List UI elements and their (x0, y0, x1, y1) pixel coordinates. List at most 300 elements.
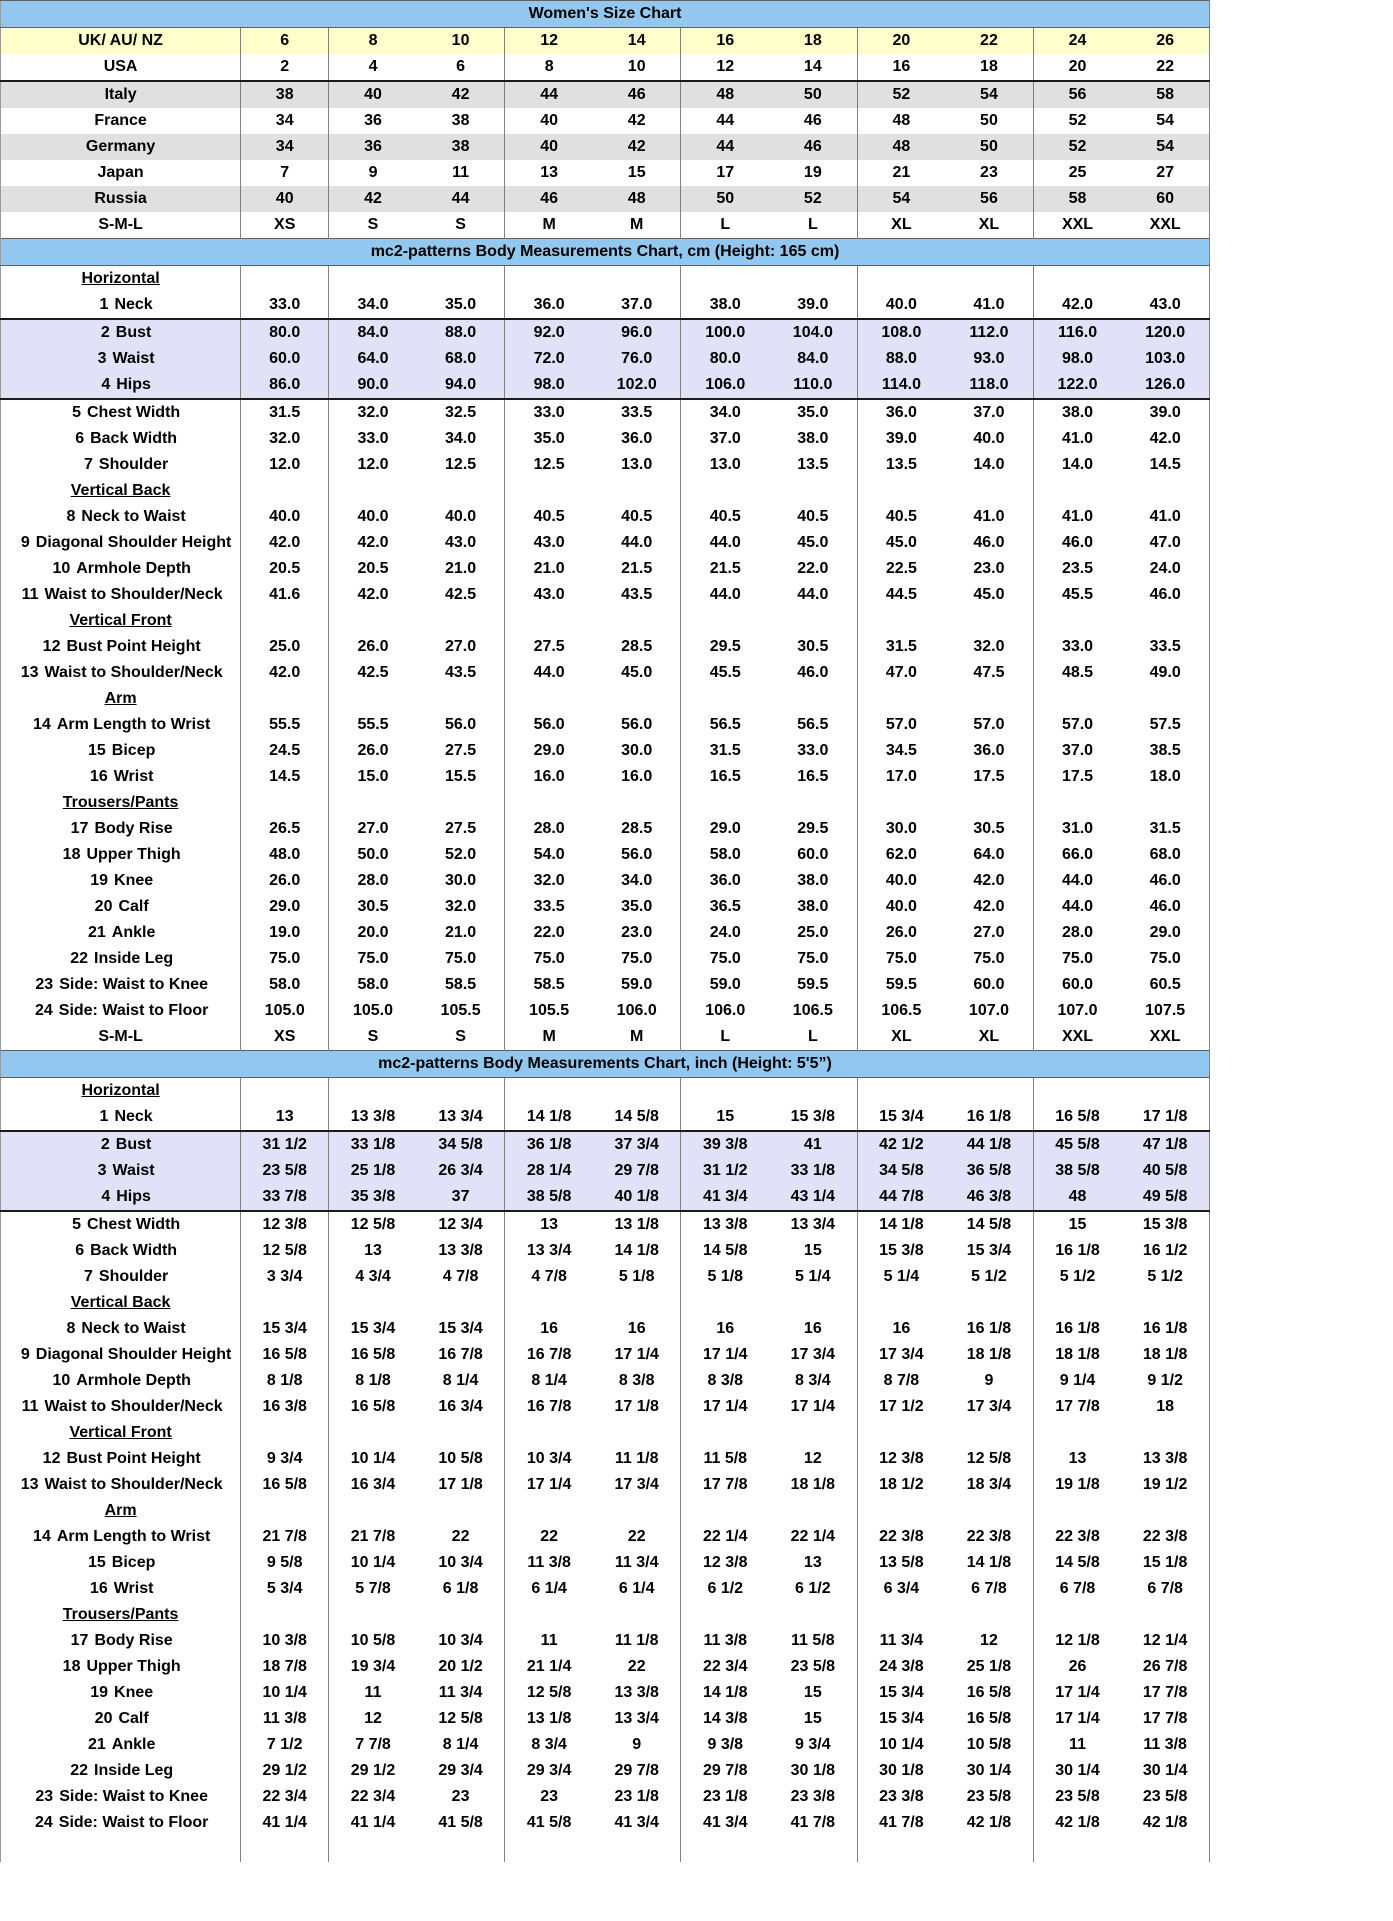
sml-value-cell: S (329, 1024, 417, 1051)
measurement-value-cell: 58.5 (505, 972, 593, 998)
measurement-value-cell: 3 3/4 (241, 1264, 329, 1290)
row-label: Neck to Waist (81, 508, 186, 525)
measurement-value-cell: 102.0 (593, 372, 681, 399)
section-heading-label (1, 266, 241, 293)
row-label: Knee (114, 872, 154, 889)
measurement-label-cell (1, 582, 241, 608)
measurement-value-cell: 13 (803, 1554, 822, 1571)
row-label: Upper Thigh (86, 1658, 181, 1675)
measurement-label-cell (1, 346, 241, 372)
empty-cell (857, 1420, 945, 1446)
section-heading-row (1, 1290, 1210, 1316)
row-number: 6 (75, 1242, 85, 1259)
measurement-value-cell: 13 (505, 1211, 593, 1238)
measurement-value-cell: 64.0 (973, 846, 1005, 863)
measurement-value-cell: 105.0 (241, 998, 329, 1024)
measurement-value-cell: 27.5 (445, 742, 477, 759)
row-number: 5 (72, 404, 81, 421)
measurement-value-cell: 17 3/4 (790, 1346, 836, 1363)
section-heading-text: Vertical Front (69, 612, 172, 629)
measurement-value-cell: 43.0 (505, 530, 593, 556)
measurement-value-cell: 34.0 (445, 430, 477, 447)
empty-cell (857, 1290, 945, 1316)
empty-cell (241, 1602, 329, 1628)
measurement-value-cell: 31.5 (681, 738, 769, 764)
row-number: 11 (21, 1398, 39, 1415)
empty-cell (417, 478, 505, 504)
measurement-value-cell: 43.0 (505, 582, 593, 608)
measurement-value-cell: 20.0 (329, 920, 417, 946)
measurement-value-cell: 12 3/8 (857, 1446, 945, 1472)
measurement-value-cell: 15 (803, 1710, 822, 1727)
measurement-value-cell: 22 3/4 (329, 1784, 417, 1810)
size-value-cell: 8 (505, 54, 593, 81)
measurement-value-cell: 16 1/8 (1121, 1316, 1209, 1342)
measurement-value-cell: 14 1/8 (614, 1242, 659, 1259)
section-heading-text: Vertical Back (70, 482, 171, 499)
section-heading-row (1, 686, 1210, 712)
measurement-value-cell: 112.0 (945, 319, 1033, 346)
measurement-value-cell: 44 7/8 (857, 1184, 945, 1211)
measurement-value-cell: 8 1/4 (442, 1736, 479, 1753)
size-value-cell: 54 (857, 186, 945, 212)
measurement-value-cell: 29.0 (681, 816, 769, 842)
measurement-value-cell: 23 5/8 (241, 1158, 329, 1184)
measurement-label-cell (1, 1368, 241, 1394)
empty-cell (681, 1420, 769, 1446)
empty-cell (857, 1836, 945, 1862)
measurement-value-cell: 30 1/8 (790, 1762, 836, 1779)
empty-cell (1033, 1836, 1121, 1862)
measurement-value-cell: 40.0 (241, 504, 329, 530)
measurement-value-cell: 75.0 (241, 946, 329, 972)
measurement-value-cell: 16 5/8 (329, 1342, 417, 1368)
size-value-cell: 42 (329, 186, 417, 212)
sml-value-cell: L (807, 1028, 818, 1045)
measurement-value-cell: 45.0 (797, 534, 829, 551)
measurement-value-cell: 105.0 (329, 998, 417, 1024)
measurement-value-cell: 31.5 (1121, 816, 1209, 842)
size-value-cell: 2 (241, 54, 329, 81)
row-number: 1 (99, 296, 109, 313)
row-number: 19 (90, 1684, 109, 1701)
measurement-value-cell: 22.0 (505, 920, 593, 946)
empty-cell (1121, 1290, 1209, 1316)
measurement-value-cell: 37.0 (1033, 738, 1121, 764)
empty-cell (241, 1836, 329, 1862)
row-label: Chest Width (86, 1216, 181, 1233)
measurement-value-cell: 17 3/4 (614, 1476, 659, 1493)
measurement-label-cell (1, 1680, 241, 1706)
measurement-label-cell (1, 1316, 241, 1342)
measurement-value-cell: 13 3/8 (438, 1242, 483, 1259)
size-value-cell: 38 (241, 81, 329, 108)
measurement-value-cell: 12 1/4 (1121, 1628, 1209, 1654)
size-value-cell: 44 (417, 186, 505, 212)
measurement-value-cell: 12 1/8 (1033, 1628, 1121, 1654)
measurement-value-cell: 40.5 (505, 504, 593, 530)
empty-cell (1033, 1078, 1121, 1105)
size-value-cell: S (455, 216, 466, 233)
measurement-value-cell: 36.0 (973, 742, 1005, 759)
region-label-cell: S-M-L (1, 212, 241, 239)
size-value-cell: 52 (1033, 134, 1121, 160)
empty-cell (1121, 1078, 1209, 1105)
measurement-value-cell: 29.5 (681, 634, 769, 660)
measurement-value-cell: 12 3/4 (438, 1216, 483, 1233)
measurement-value-cell: 16.5 (681, 764, 769, 790)
measurement-value-cell: 28.0 (1033, 920, 1121, 946)
measurement-value-cell: 47.5 (973, 664, 1005, 681)
measurement-value-cell: 14 5/8 (1033, 1550, 1121, 1576)
measurement-label-cell (1, 738, 241, 764)
measurement-value-cell: 29 3/4 (438, 1762, 483, 1779)
measurement-row (1, 1316, 1210, 1342)
measurement-value-cell: 29 3/4 (505, 1758, 593, 1784)
measurement-value-cell: 32.0 (445, 898, 477, 915)
section-heading-label (1, 1602, 241, 1628)
measurement-value-cell: 24 3/8 (857, 1654, 945, 1680)
empty-cell (945, 1290, 1033, 1316)
measurement-value-cell: 12.0 (329, 452, 417, 478)
size-conversion-row (1, 186, 1210, 212)
size-value-cell: XL (857, 212, 945, 239)
measurement-value-cell: 23.0 (973, 560, 1005, 577)
measurement-value-cell: 33.0 (797, 742, 829, 759)
size-value-cell: 46 (505, 186, 593, 212)
measurement-value-cell: 30.0 (445, 872, 477, 889)
row-number: 24 (34, 1814, 53, 1831)
measurement-value-cell: 17 1/4 (681, 1394, 769, 1420)
size-value-cell: 36 (329, 134, 417, 160)
measurement-value-cell: 30.5 (329, 894, 417, 920)
measurement-value-cell: 80.0 (681, 346, 769, 372)
measurement-value-cell: 42.0 (241, 530, 329, 556)
row-number: 3 (97, 350, 107, 367)
measurement-value-cell: 8 3/4 (505, 1732, 593, 1758)
measurement-value-cell: 37.0 (621, 296, 653, 313)
measurement-value-cell: 106.5 (792, 1002, 833, 1019)
measurement-value-cell: 40.0 (857, 894, 945, 920)
empty-cell (417, 1420, 505, 1446)
measurement-value-cell: 11 3/4 (614, 1554, 659, 1571)
measurement-value-cell: 43.5 (621, 586, 653, 603)
measurement-value-cell: 18 7/8 (241, 1654, 329, 1680)
measurement-value-cell: 16 3/4 (438, 1398, 483, 1415)
row-number: 14 (33, 716, 51, 733)
measurement-value-cell: 40.0 (445, 508, 477, 525)
measurement-value-cell: 5 7/8 (329, 1576, 417, 1602)
measurement-value-cell: 31 1/2 (241, 1131, 329, 1158)
section-heading-label (1, 1498, 241, 1524)
section-heading-label (1, 478, 241, 504)
empty-cell (241, 1078, 329, 1105)
measurement-value-cell: 52.0 (445, 846, 477, 863)
measurement-value-cell: 16 (681, 1316, 769, 1342)
measurement-value-cell: 98.0 (1033, 346, 1121, 372)
measurement-value-cell: 44.0 (797, 586, 829, 603)
measurement-value-cell: 17 1/8 (1121, 1104, 1209, 1131)
measurement-value-cell: 55.5 (241, 712, 329, 738)
section-heading-label (1, 790, 241, 816)
empty-cell (593, 790, 681, 816)
empty-cell (857, 1498, 945, 1524)
empty-cell (417, 608, 505, 634)
measurement-value-cell: 47 1/8 (1121, 1131, 1209, 1158)
size-value-cell: 50 (769, 81, 857, 108)
row-label: Armhole Depth (76, 1372, 191, 1389)
measurement-value-cell: 40.5 (621, 508, 653, 525)
measurement-value-cell: 14.5 (1121, 452, 1209, 478)
size-value-cell: 40 (241, 186, 329, 212)
measurement-value-cell: 38.0 (797, 872, 829, 889)
measurement-value-cell: 42.0 (1121, 426, 1209, 452)
measurement-value-cell: 75.0 (505, 946, 593, 972)
measurement-value-cell: 31.5 (241, 399, 329, 426)
measurement-value-cell: 42 1/2 (857, 1131, 945, 1158)
measurement-value-cell: 14 1/8 (966, 1554, 1012, 1571)
measurement-value-cell: 47.0 (1121, 530, 1209, 556)
measurement-value-cell: 34.0 (681, 399, 769, 426)
section-heading-row (1, 1498, 1210, 1524)
measurement-value-cell: 16 5/8 (1033, 1104, 1121, 1131)
section-heading-label (1, 1290, 241, 1316)
size-value-cell: 42 (417, 81, 505, 108)
measurement-value-cell: 50.0 (329, 842, 417, 868)
measurement-value-cell: 5 1/8 (681, 1264, 769, 1290)
measurement-value-cell: 16 1/8 (1033, 1316, 1121, 1342)
size-value-cell: 52 (769, 186, 857, 212)
measurement-value-cell: 14 1/8 (857, 1211, 945, 1238)
measurement-label-cell (1, 1810, 241, 1836)
measurement-value-cell: 23.0 (621, 924, 653, 941)
measurement-value-cell: 120.0 (1121, 319, 1209, 346)
empty-cell (681, 266, 769, 293)
empty-cell (329, 478, 417, 504)
measurement-value-cell: 34.5 (857, 738, 945, 764)
measurement-value-cell: 35.0 (445, 296, 477, 313)
measurement-label-cell (1, 426, 241, 452)
measurement-value-cell: 16 7/8 (505, 1394, 593, 1420)
empty-cell (769, 478, 857, 504)
empty-cell (593, 1498, 681, 1524)
measurement-row (1, 1784, 1210, 1810)
measurement-value-cell: 39.0 (797, 296, 829, 313)
empty-cell (945, 1078, 1033, 1105)
empty-cell (945, 478, 1033, 504)
region-label-cell: USA (1, 54, 241, 81)
size-value-cell: 20 (1033, 54, 1121, 81)
measurement-row (1, 998, 1210, 1024)
row-label: Waist to Shoulder/Neck (44, 1398, 223, 1415)
measurement-value-cell: 41 5/8 (438, 1814, 483, 1831)
empty-cell (945, 1602, 1033, 1628)
empty-cell (329, 686, 417, 712)
measurement-value-cell: 38 5/8 (1033, 1158, 1121, 1184)
measurement-value-cell: 60.5 (1121, 972, 1209, 998)
measurement-value-cell: 15 3/4 (966, 1242, 1012, 1259)
measurement-value-cell: 88.0 (857, 346, 945, 372)
measurement-value-cell: 34 5/8 (857, 1158, 945, 1184)
measurement-value-cell: 76.0 (593, 346, 681, 372)
measurement-value-cell: 10 1/4 (329, 1446, 417, 1472)
measurement-value-cell: 8 1/4 (505, 1368, 593, 1394)
measurement-value-cell: 37.0 (681, 426, 769, 452)
measurement-value-cell: 44.5 (857, 582, 945, 608)
measurement-value-cell: 12 (803, 1450, 822, 1467)
size-value-cell: 26 (1121, 28, 1209, 55)
measurement-value-cell: 31.5 (857, 634, 945, 660)
measurement-label-cell (1, 372, 241, 399)
row-label: Knee (114, 1684, 154, 1701)
measurement-value-cell: 13 3/4 (505, 1238, 593, 1264)
measurement-value-cell: 28.5 (621, 820, 653, 837)
measurement-value-cell: 41.0 (1121, 504, 1209, 530)
size-value-cell: 23 (980, 164, 998, 181)
measurement-value-cell: 8 1/4 (442, 1372, 479, 1389)
measurement-row (1, 1680, 1210, 1706)
size-value-cell: M (505, 212, 593, 239)
measurement-value-cell: 36 1/8 (505, 1131, 593, 1158)
empty-cell (329, 1498, 417, 1524)
empty-cell (1033, 1420, 1121, 1446)
size-value-cell: 46 (769, 134, 857, 160)
measurement-value-cell: 11 1/8 (614, 1632, 659, 1649)
measurement-value-cell: 40.5 (681, 504, 769, 530)
measurement-value-cell: 59.0 (681, 972, 769, 998)
measurement-value-cell: 11 3/4 (438, 1684, 483, 1701)
measurement-value-cell: 17 1/8 (614, 1398, 659, 1415)
size-value-cell: 44 (681, 108, 769, 134)
measurement-label-cell (1, 399, 241, 426)
measurement-value-cell: 105.5 (440, 1002, 481, 1019)
measurement-value-cell: 23 5/8 (966, 1788, 1012, 1805)
measurement-value-cell: 21 7/8 (329, 1524, 417, 1550)
measurement-value-cell: 16 1/2 (1121, 1238, 1209, 1264)
measurement-row (1, 1238, 1210, 1264)
empty-cell (593, 1420, 681, 1446)
section-heading-row (1, 1078, 1210, 1105)
measurement-label-cell (1, 452, 241, 478)
measurement-value-cell: 30.0 (621, 742, 653, 759)
measurement-value-cell: 24.0 (1121, 556, 1209, 582)
measurement-label-cell (1, 1342, 241, 1368)
measurement-value-cell: 33.5 (1121, 634, 1209, 660)
measurement-value-cell: 7 1/2 (241, 1732, 329, 1758)
row-label: Waist (112, 1162, 155, 1179)
row-number: 14 (33, 1528, 51, 1545)
empty-cell (681, 478, 769, 504)
empty-cell (241, 1420, 329, 1446)
measurement-value-cell: 103.0 (1121, 346, 1209, 372)
measurement-value-cell: 40.5 (797, 508, 829, 525)
row-label: Bust (115, 1136, 152, 1153)
measurement-label-cell (1, 1158, 241, 1184)
empty-cell (1121, 1836, 1209, 1862)
measurement-value-cell: 8 1/8 (241, 1368, 329, 1394)
row-number: 22 (70, 950, 89, 967)
row-number: 2 (100, 1136, 110, 1153)
measurement-row (1, 1394, 1210, 1420)
sml-value-cell: XL (978, 1028, 1000, 1045)
measurement-value-cell: 38.0 (1033, 399, 1121, 426)
measurement-value-cell: 26 (1033, 1654, 1121, 1680)
measurement-value-cell: 15 (803, 1242, 822, 1259)
row-number: 15 (88, 1554, 106, 1571)
region-label-cell: UK/ AU/ NZ (1, 28, 241, 55)
measurement-value-cell: 96.0 (593, 319, 681, 346)
empty-cell (681, 686, 769, 712)
measurement-label-cell (1, 1104, 241, 1131)
row-label: Neck to Waist (81, 1320, 186, 1337)
measurement-value-cell: 44.0 (1033, 868, 1121, 894)
measurement-value-cell: 10 3/4 (438, 1554, 483, 1571)
measurement-row (1, 660, 1210, 686)
measurement-value-cell: 23 5/8 (790, 1658, 836, 1675)
measurement-value-cell: 35 3/8 (329, 1184, 417, 1211)
empty-cell (593, 1290, 681, 1316)
row-label: Shoulder (98, 456, 169, 473)
measurement-value-cell: 25 1/8 (966, 1658, 1012, 1675)
row-label: Hips (116, 1188, 151, 1205)
measurement-label-cell (1, 530, 241, 556)
measurement-value-cell: 43.5 (445, 664, 477, 681)
measurement-value-cell: 17 1/4 (614, 1346, 659, 1363)
measurement-value-cell: 40.5 (857, 504, 945, 530)
measurement-value-cell: 17 1/8 (438, 1476, 483, 1493)
measurement-row (1, 1550, 1210, 1576)
measurement-label-cell (1, 1131, 241, 1158)
empty-cell (857, 686, 945, 712)
row-number: 22 (70, 1762, 89, 1779)
empty-cell (329, 1290, 417, 1316)
measurement-value-cell: 32.0 (329, 399, 417, 426)
measurement-value-cell: 6 1/4 (505, 1576, 593, 1602)
measurement-value-cell: 5 1/2 (971, 1268, 1007, 1285)
measurement-value-cell: 26.0 (857, 920, 945, 946)
measurement-value-cell: 28 1/4 (505, 1158, 593, 1184)
measurement-value-cell: 19 3/4 (329, 1654, 417, 1680)
measurement-value-cell: 9 (632, 1736, 642, 1753)
measurement-value-cell: 41 7/8 (857, 1810, 945, 1836)
size-value-cell: 10 (417, 28, 505, 55)
measurement-value-cell: 10 1/4 (857, 1732, 945, 1758)
measurement-row (1, 1472, 1210, 1498)
section-heading-text: Horizontal (81, 270, 160, 287)
row-label: Inside Leg (94, 1762, 174, 1779)
measurement-value-cell: 13 3/8 (681, 1211, 769, 1238)
empty-cell (1121, 266, 1209, 293)
size-value-cell: 58 (1033, 186, 1121, 212)
measurement-row (1, 1184, 1210, 1211)
measurement-row (1, 920, 1210, 946)
measurement-value-cell: 11 5/8 (681, 1446, 769, 1472)
empty-cell (769, 1290, 857, 1316)
row-label: Calf (118, 1710, 149, 1727)
measurement-label-cell (1, 1211, 241, 1238)
measurement-value-cell: 48 (1033, 1184, 1121, 1211)
measurement-row (1, 1104, 1210, 1131)
size-value-cell: 6 (241, 28, 329, 55)
size-value-cell: 16 (681, 28, 769, 55)
measurement-value-cell: 56.0 (505, 712, 593, 738)
size-value-cell: XXL (1121, 212, 1209, 239)
measurement-value-cell: 28.0 (329, 868, 417, 894)
empty-cell (329, 1078, 417, 1105)
measurement-value-cell: 26.0 (329, 738, 417, 764)
size-value-cell: 46 (803, 112, 822, 129)
measurement-value-cell: 22 1/4 (790, 1528, 836, 1545)
